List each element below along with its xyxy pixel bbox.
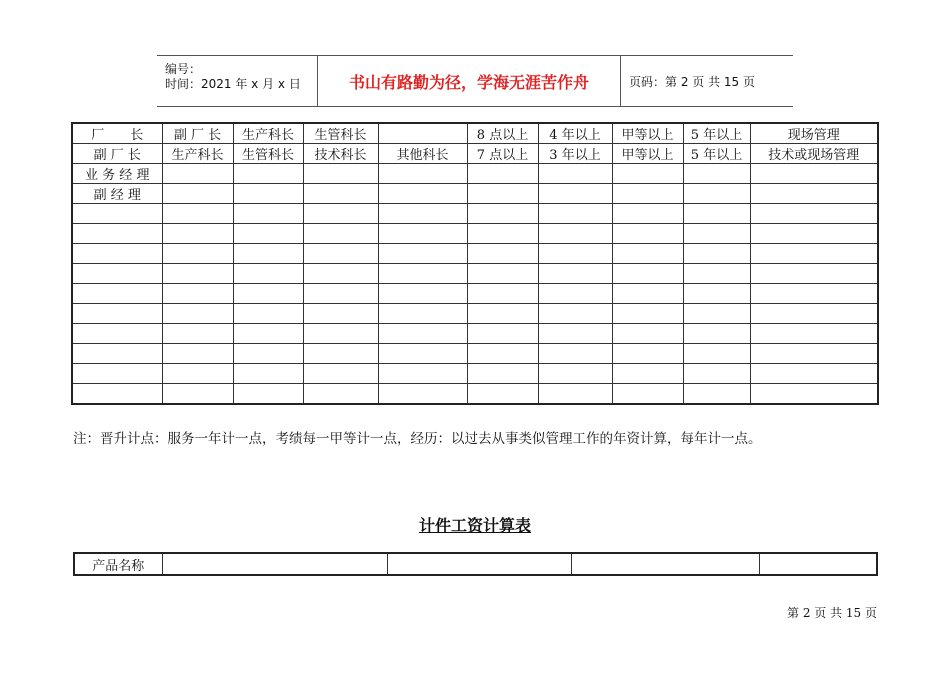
table-cell xyxy=(233,324,303,344)
table-cell: 4 年以上 xyxy=(538,123,612,144)
table-cell: 副 经 理 xyxy=(72,184,162,204)
table-cell: 副 厂 长 xyxy=(162,123,233,144)
table-cell xyxy=(303,364,378,384)
table-cell xyxy=(72,304,162,324)
page-header xyxy=(157,55,793,107)
table-cell xyxy=(162,364,233,384)
table-cell xyxy=(378,324,467,344)
table-cell xyxy=(162,204,233,224)
table-cell xyxy=(467,284,538,304)
header-motto: 书山有路勤为径，学海无涯苦作舟 xyxy=(348,72,589,92)
table-cell xyxy=(750,344,878,364)
table-cell xyxy=(538,284,612,304)
table-cell xyxy=(387,553,571,575)
table-row xyxy=(72,204,878,224)
table-note: 注：晋升计点：服务一年计一点，考绩每一甲等计一点，经历：以过去从事类似管理工作的年资计算，每年计一点。 xyxy=(73,431,762,447)
table-cell xyxy=(750,284,878,304)
table-cell: 甲等以上 xyxy=(612,123,683,144)
header-page-cell xyxy=(621,56,793,106)
table-row xyxy=(72,364,878,384)
table-cell xyxy=(538,384,612,405)
table-cell xyxy=(162,553,387,575)
table-cell xyxy=(162,284,233,304)
table-row xyxy=(72,123,878,144)
table-cell: 甲等以上 xyxy=(612,144,683,164)
document-code-label: 编号： xyxy=(165,62,202,76)
header-info-cell xyxy=(157,56,318,106)
table-row xyxy=(72,304,878,324)
promotion-table-body xyxy=(72,123,878,404)
table-row xyxy=(72,324,878,344)
table-cell xyxy=(72,324,162,344)
table-cell xyxy=(467,224,538,244)
table-cell xyxy=(303,224,378,244)
table-row xyxy=(72,384,878,405)
table-cell xyxy=(72,224,162,244)
table-cell xyxy=(467,304,538,324)
table-cell: 生管科长 xyxy=(303,123,378,144)
table-cell xyxy=(612,324,683,344)
table-cell: 5 年以上 xyxy=(683,123,750,144)
table-cell xyxy=(378,284,467,304)
table-cell xyxy=(378,304,467,324)
table-cell: 副 厂 长 xyxy=(72,144,162,164)
table-cell xyxy=(538,224,612,244)
table-row xyxy=(72,284,878,304)
table-cell xyxy=(303,184,378,204)
table-cell: 业 务 经 理 xyxy=(72,164,162,184)
table-cell: 生产科长 xyxy=(233,123,303,144)
table-cell xyxy=(233,384,303,405)
table-cell xyxy=(72,364,162,384)
table-cell xyxy=(538,264,612,284)
table-cell xyxy=(750,264,878,284)
table-cell: 生管科长 xyxy=(233,144,303,164)
table-cell: 生产科长 xyxy=(162,144,233,164)
table-cell xyxy=(233,344,303,364)
table-cell xyxy=(538,164,612,184)
table-cell xyxy=(162,264,233,284)
table-cell: 技术或现场管理 xyxy=(750,144,878,164)
table-row xyxy=(74,553,877,575)
table-cell xyxy=(683,284,750,304)
table-cell xyxy=(683,364,750,384)
table-cell xyxy=(467,184,538,204)
table-cell xyxy=(467,264,538,284)
table-cell xyxy=(467,344,538,364)
table-cell xyxy=(759,553,877,575)
table-cell: 8 点以上 xyxy=(467,123,538,144)
table-cell xyxy=(72,344,162,364)
table-row xyxy=(72,164,878,184)
table-cell xyxy=(467,364,538,384)
table-cell xyxy=(72,284,162,304)
table-cell xyxy=(750,384,878,405)
table-cell xyxy=(303,384,378,405)
table-cell xyxy=(683,304,750,324)
table-cell xyxy=(162,184,233,204)
table-cell xyxy=(612,164,683,184)
table-cell xyxy=(72,384,162,405)
piece-wage-table xyxy=(73,552,878,576)
table-cell: 3 年以上 xyxy=(538,144,612,164)
table-cell xyxy=(467,204,538,224)
table-cell xyxy=(750,184,878,204)
table-cell xyxy=(750,304,878,324)
table-cell xyxy=(378,264,467,284)
table-cell xyxy=(683,344,750,364)
table-cell xyxy=(683,224,750,244)
table-cell xyxy=(303,264,378,284)
table-cell xyxy=(72,204,162,224)
table-cell xyxy=(467,384,538,405)
table-cell xyxy=(538,184,612,204)
header-page-number: 页码：第 2 页 共 15 页 xyxy=(629,74,755,89)
table-cell xyxy=(233,204,303,224)
table-cell xyxy=(378,224,467,244)
table-cell xyxy=(612,224,683,244)
table-cell xyxy=(303,164,378,184)
table-row xyxy=(72,224,878,244)
table-cell: 5 年以上 xyxy=(683,144,750,164)
product-name-header: 产品名称 xyxy=(74,553,162,575)
table-cell xyxy=(378,384,467,405)
table-cell xyxy=(612,244,683,264)
table-cell xyxy=(750,164,878,184)
table-cell xyxy=(683,204,750,224)
table-cell xyxy=(612,384,683,405)
table-cell xyxy=(303,284,378,304)
table-cell xyxy=(233,164,303,184)
table-cell xyxy=(378,244,467,264)
table-cell xyxy=(612,364,683,384)
table-cell xyxy=(233,244,303,264)
table-cell xyxy=(683,324,750,344)
table-cell xyxy=(303,344,378,364)
table-cell xyxy=(683,384,750,405)
table-cell xyxy=(467,324,538,344)
table-cell xyxy=(538,364,612,384)
header-motto-cell xyxy=(318,56,621,106)
table-cell xyxy=(378,364,467,384)
table-cell xyxy=(303,304,378,324)
table-cell xyxy=(683,184,750,204)
table-cell xyxy=(378,344,467,364)
table-cell xyxy=(162,344,233,364)
table-row xyxy=(72,344,878,364)
table-row xyxy=(72,184,878,204)
table-cell xyxy=(683,164,750,184)
table-cell: 其他科长 xyxy=(378,144,467,164)
table-cell xyxy=(303,244,378,264)
promotion-table xyxy=(71,122,879,405)
table-cell: 厂 长 xyxy=(72,123,162,144)
table-cell xyxy=(303,324,378,344)
table-cell xyxy=(233,224,303,244)
table-cell xyxy=(612,264,683,284)
table-cell xyxy=(683,264,750,284)
table-cell xyxy=(72,264,162,284)
table-cell xyxy=(162,384,233,405)
table-row xyxy=(72,264,878,284)
document-time-label: 时间：2021 年 x 月 x 日 xyxy=(165,77,301,91)
table-cell xyxy=(750,244,878,264)
table-row xyxy=(72,144,878,164)
table-cell xyxy=(612,204,683,224)
table-cell xyxy=(233,284,303,304)
table-cell xyxy=(538,324,612,344)
page-footer: 第 2 页 共 15 页 xyxy=(787,606,877,620)
table-cell: 技术科长 xyxy=(303,144,378,164)
table-cell xyxy=(612,184,683,204)
table-cell xyxy=(538,204,612,224)
table-cell xyxy=(378,123,467,144)
table-cell xyxy=(233,264,303,284)
table-cell xyxy=(750,364,878,384)
table-cell xyxy=(233,364,303,384)
table-cell xyxy=(162,164,233,184)
table-cell xyxy=(72,244,162,264)
table-cell xyxy=(162,224,233,244)
table-cell xyxy=(303,204,378,224)
table-cell xyxy=(538,244,612,264)
table-cell xyxy=(571,553,759,575)
section-title: 计件工资计算表 xyxy=(418,516,531,535)
table-cell xyxy=(162,304,233,324)
table-cell xyxy=(683,244,750,264)
table-cell xyxy=(538,344,612,364)
table-cell xyxy=(612,344,683,364)
table-cell xyxy=(750,224,878,244)
table-cell: 7 点以上 xyxy=(467,144,538,164)
table-cell xyxy=(467,244,538,264)
table-cell xyxy=(162,244,233,264)
table-cell xyxy=(162,324,233,344)
table-cell xyxy=(233,184,303,204)
table-cell: 现场管理 xyxy=(750,123,878,144)
table-cell xyxy=(378,164,467,184)
table-cell xyxy=(378,204,467,224)
table-row xyxy=(72,244,878,264)
table-cell xyxy=(378,184,467,204)
table-cell xyxy=(612,304,683,324)
table-cell xyxy=(538,304,612,324)
table-cell xyxy=(467,164,538,184)
table-cell xyxy=(612,284,683,304)
table-cell xyxy=(233,304,303,324)
table-cell xyxy=(750,324,878,344)
table-cell xyxy=(750,204,878,224)
